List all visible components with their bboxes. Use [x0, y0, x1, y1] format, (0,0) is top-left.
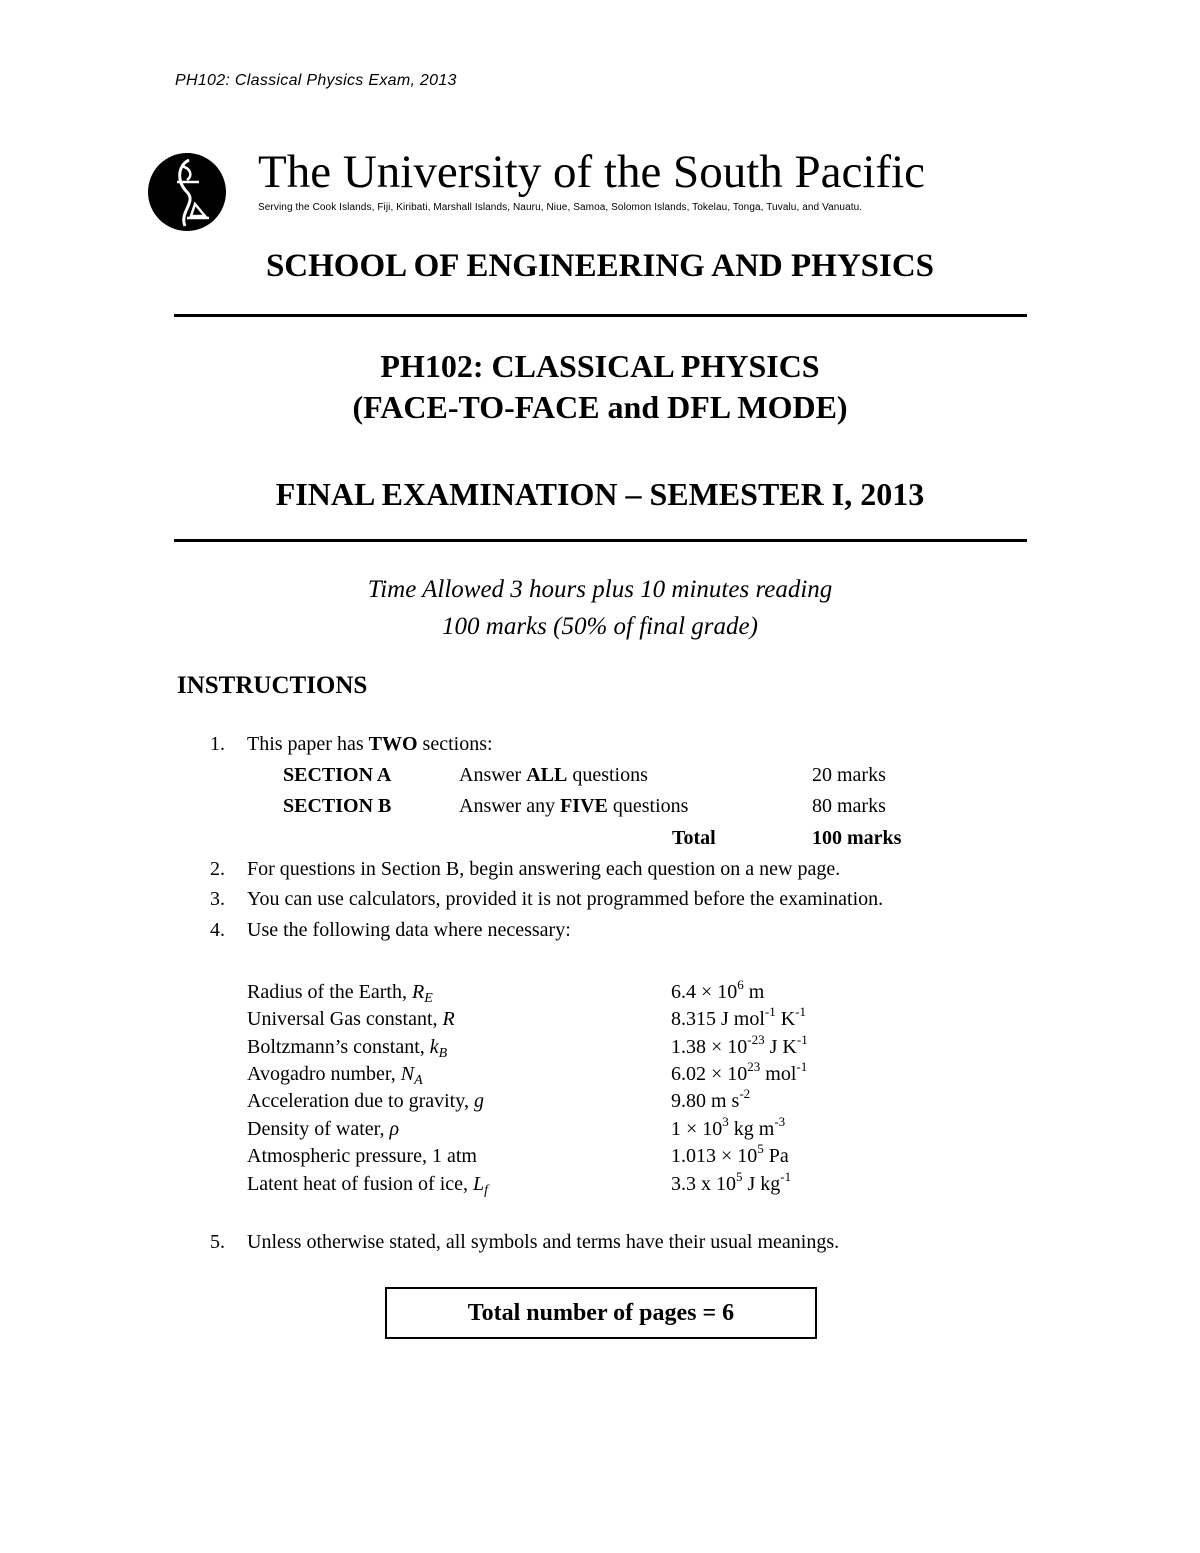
running-header: PH102: Classical Physics Exam, 2013	[175, 72, 457, 89]
value-mantissa: 1.013 × 10	[671, 1145, 758, 1167]
value-unit: K	[775, 1008, 796, 1030]
university-name: The University of the South Pacific	[258, 146, 925, 198]
symbol-letter: L	[473, 1173, 485, 1195]
value-text: 8.315 J mol	[671, 1008, 765, 1030]
constant-symbol: R	[442, 1008, 455, 1030]
constant-value	[671, 1171, 791, 1197]
value-exponent: -1	[780, 1169, 792, 1184]
constant-value	[671, 1143, 789, 1169]
value-exponent: -1	[764, 1004, 776, 1019]
instruction-text: This paper has	[247, 733, 369, 755]
constant-name	[247, 1034, 447, 1060]
constant-name: Atmospheric pressure, 1 atm	[247, 1145, 477, 1167]
value-mantissa: 1 × 10	[671, 1118, 723, 1140]
list-number: 3.	[210, 888, 225, 910]
value-text: 9.80 m s	[671, 1090, 740, 1112]
course-mode: (FACE-TO-FACE and DFL MODE)	[352, 389, 848, 425]
section-label: SECTION B	[283, 795, 392, 817]
constant-label: Radius of the Earth,	[247, 981, 412, 1003]
constant-value	[671, 979, 764, 1005]
constant-symbol	[473, 1173, 489, 1198]
instruction-item: You can use calculators, provided it is not programmed before the examination.	[247, 888, 884, 910]
section-desc-emphasis: ALL	[526, 764, 568, 786]
constant-value	[671, 1088, 750, 1114]
value-unit: m	[743, 981, 765, 1003]
value-unit: kg m	[728, 1118, 775, 1140]
value-exponent: -1	[795, 1004, 807, 1019]
total-marks: 100 marks	[812, 827, 902, 849]
section-desc-text: questions	[567, 764, 648, 786]
usp-crest-icon	[147, 152, 227, 232]
constant-name	[247, 1006, 455, 1032]
constant-label: Avogadro number,	[247, 1063, 401, 1085]
section-desc-emphasis: FIVE	[560, 795, 608, 817]
list-number: 5.	[210, 1231, 225, 1253]
university-tagline: Serving the Cook Islands, Fiji, Kiribati, Marshall Islands, Nauru, Niue, Samoa, Solomon Islands, Tokelau, Tonga, Tuvalu, and Vanuatu.	[258, 202, 863, 213]
instruction-item: Unless otherwise stated, all symbols and terms have their usual meanings.	[247, 1231, 840, 1253]
total-label: Total	[672, 827, 716, 849]
value-exponent: -3	[774, 1114, 786, 1129]
symbol-letter: R	[411, 981, 425, 1003]
value-exponent: -1	[796, 1059, 808, 1074]
symbol-subscript: E	[424, 991, 433, 1006]
section-description	[459, 762, 648, 788]
value-exponent: 3	[722, 1114, 729, 1129]
value-exponent: 5	[736, 1169, 743, 1184]
value-unit: J K	[764, 1036, 797, 1058]
section-description	[459, 793, 688, 819]
divider-rule	[174, 314, 1027, 317]
constant-symbol	[400, 1063, 423, 1088]
constant-value	[671, 1034, 808, 1060]
constant-name	[247, 1171, 488, 1197]
constant-name	[247, 1088, 484, 1114]
total-pages-box: Total number of pages = 6	[385, 1287, 817, 1339]
constant-label: Boltzmann’s constant,	[247, 1036, 430, 1058]
symbol-subscript: B	[438, 1046, 448, 1061]
time-allowed: Time Allowed 3 hours plus 10 minutes reading	[367, 576, 833, 603]
section-marks: 80 marks	[812, 795, 886, 817]
value-exponent: 5	[757, 1141, 764, 1156]
divider-rule	[174, 539, 1027, 542]
section-label: SECTION A	[283, 764, 392, 786]
constant-name	[247, 979, 433, 1005]
exam-title: FINAL EXAMINATION – SEMESTER I, 2013	[275, 476, 925, 512]
value-exponent: -23	[747, 1032, 765, 1047]
symbol-letter: k	[429, 1036, 439, 1058]
constant-symbol	[429, 1036, 448, 1061]
section-desc-text: questions	[607, 795, 689, 817]
symbol-subscript: f	[484, 1183, 489, 1198]
instruction-item: Use the following data where necessary:	[247, 919, 571, 941]
value-unit: mol	[760, 1063, 797, 1085]
section-marks: 20 marks	[812, 764, 886, 786]
list-number: 1.	[210, 733, 225, 755]
constant-label: Acceleration due to gravity,	[247, 1090, 474, 1112]
value-exponent: -2	[739, 1086, 751, 1101]
constant-label: Density of water,	[247, 1118, 390, 1140]
constant-value	[671, 1006, 806, 1032]
instruction-item: For questions in Section B, begin answering each question on a new page.	[247, 858, 841, 880]
value-mantissa: 3.3 x 10	[671, 1173, 736, 1195]
constant-name	[247, 1116, 399, 1142]
symbol-subscript: A	[414, 1073, 423, 1088]
school-name: SCHOOL OF ENGINEERING AND PHYSICS	[265, 248, 935, 284]
value-unit: J kg	[742, 1173, 781, 1195]
value-exponent: 6	[737, 977, 744, 992]
value-exponent: 23	[747, 1059, 761, 1074]
constant-symbol	[411, 981, 433, 1006]
instruction-emphasis: TWO	[368, 733, 418, 755]
constant-label: Universal Gas constant,	[247, 1008, 443, 1030]
section-desc-text: Answer any	[459, 795, 561, 817]
list-number: 2.	[210, 858, 225, 880]
value-exponent: -1	[796, 1032, 808, 1047]
constant-value	[671, 1116, 785, 1142]
constant-symbol: g	[473, 1090, 484, 1112]
constant-value	[671, 1061, 807, 1087]
constant-symbol: ρ	[389, 1118, 400, 1140]
course-title: PH102: CLASSICAL PHYSICS	[380, 348, 820, 384]
marks-info: 100 marks (50% of final grade)	[442, 613, 758, 640]
constant-label: Latent heat of fusion of ice,	[247, 1173, 474, 1195]
instructions-heading: INSTRUCTIONS	[177, 672, 368, 699]
symbol-letter: N	[400, 1063, 415, 1085]
value-mantissa: 6.4 × 10	[671, 981, 738, 1003]
value-unit: Pa	[763, 1145, 789, 1167]
constant-name	[247, 1061, 423, 1087]
list-number: 4.	[210, 919, 225, 941]
instruction-text: sections:	[417, 733, 493, 755]
section-desc-text: Answer	[459, 764, 527, 786]
value-mantissa: 6.02 × 10	[671, 1063, 748, 1085]
instruction-item	[247, 731, 493, 757]
value-mantissa: 1.38 × 10	[671, 1036, 748, 1058]
